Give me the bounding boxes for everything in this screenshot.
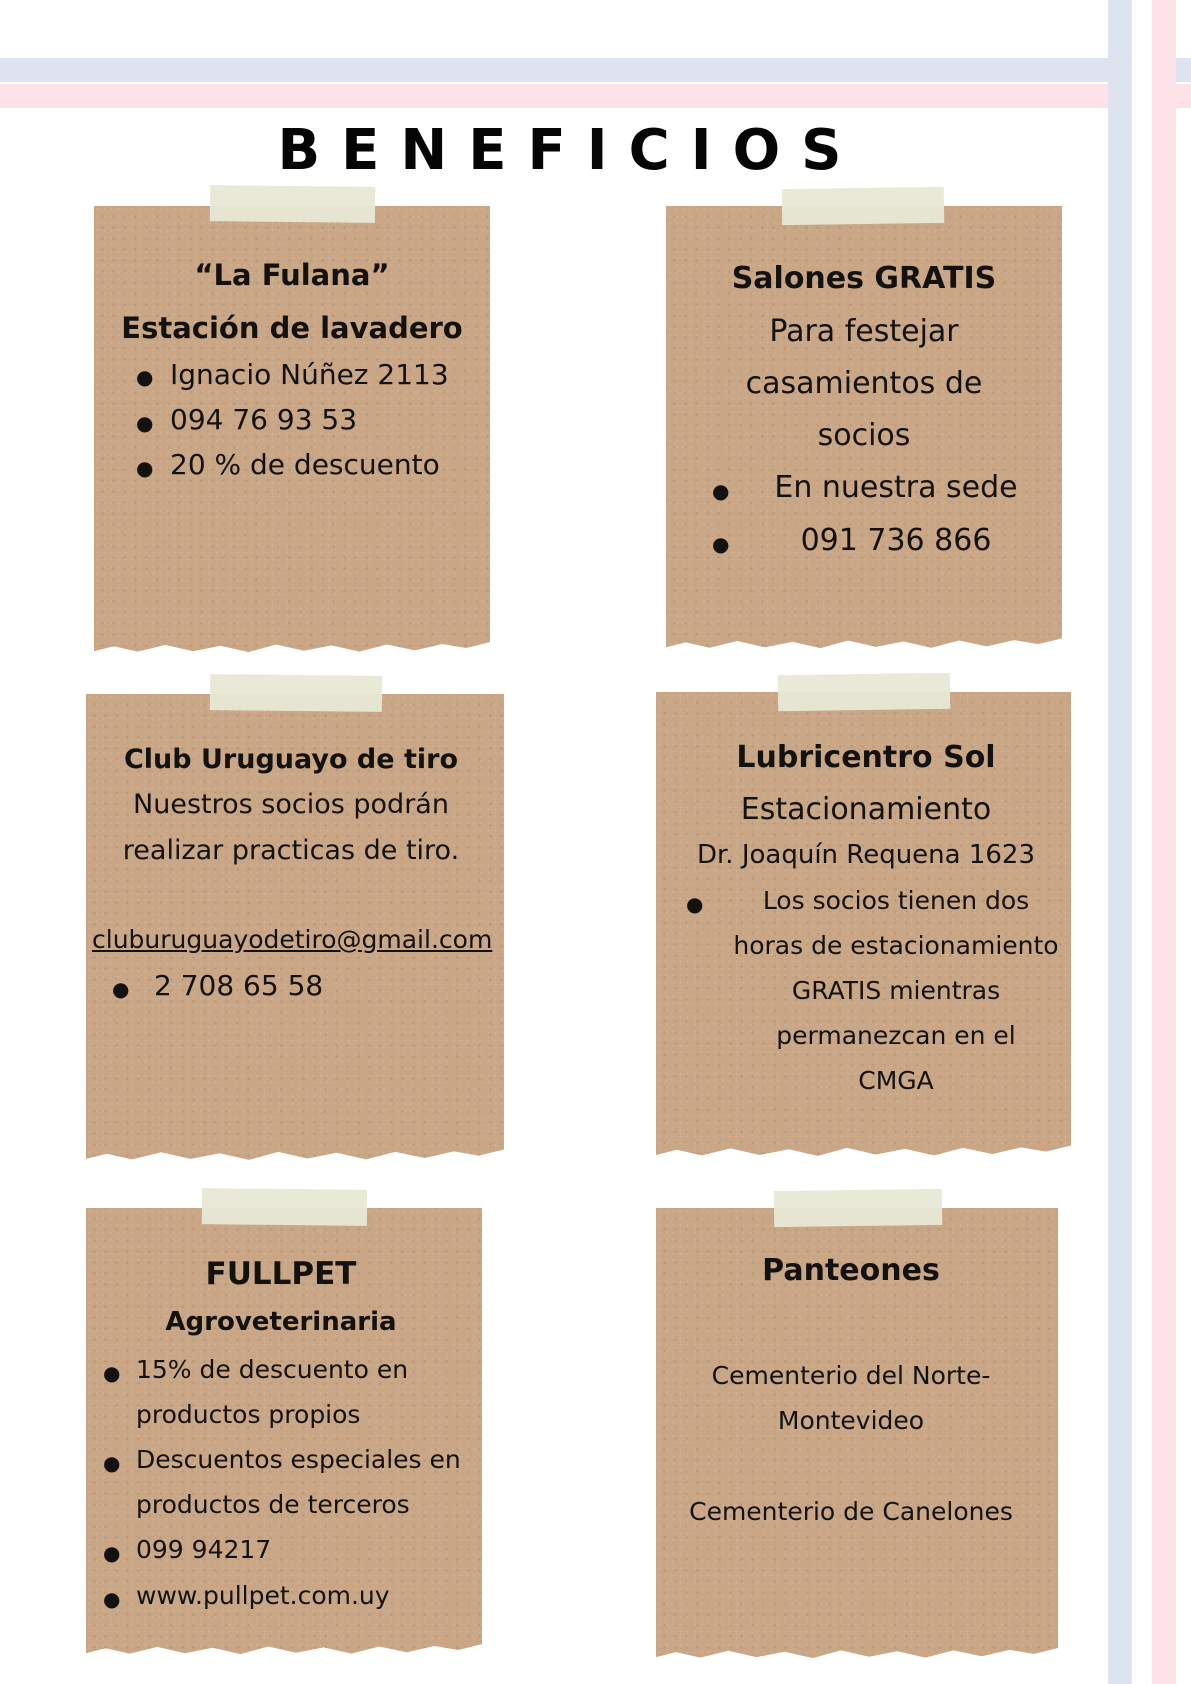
card-heading: Salones GRATIS: [731, 261, 997, 296]
card-line: Dr. Joaquín Requena 1623: [696, 840, 1036, 870]
decorative-stripe-pink-vertical: [1152, 0, 1176, 1684]
card-item-line: permanezcan en el: [776, 1021, 1016, 1050]
tape-strip: [210, 674, 382, 712]
card-item-line: CMGA: [858, 1066, 934, 1095]
email-link[interactable]: cluburuguayodetiro@gmail.com: [92, 925, 493, 954]
card-item: 20 % de descuento: [170, 448, 440, 481]
card-heading: “La Fulana”: [194, 258, 390, 292]
card-item: 099 94217: [136, 1535, 272, 1564]
card-heading: FULLPET: [205, 1256, 357, 1292]
card-item: Ignacio Núñez 2113: [170, 358, 449, 391]
tape-strip: [782, 187, 944, 225]
decorative-stripe-blue-vertical: [1108, 0, 1132, 1684]
card-item: 2 708 65 58: [154, 969, 324, 1002]
bullet-icon: ●: [112, 977, 130, 1001]
bullet-icon: ●: [136, 456, 154, 480]
bullet-icon: ●: [103, 1451, 121, 1475]
tape-strip: [774, 1189, 942, 1227]
card-heading: Club Uruguayo de tiro: [123, 744, 459, 775]
tape-strip: [202, 1188, 367, 1226]
card-subheading: Estación de lavadero: [121, 311, 463, 345]
bullet-icon: ●: [136, 411, 154, 435]
bullet-icon: ●: [103, 1541, 121, 1565]
card-line: socios: [817, 418, 911, 453]
bullet-icon: ●: [686, 892, 704, 916]
card-item: 091 736 866: [800, 523, 992, 558]
card-item: productos de terceros: [136, 1490, 410, 1519]
card-line: Estacionamiento: [740, 792, 992, 827]
bullet-icon: ●: [712, 479, 730, 503]
card-item: 094 76 93 53: [170, 403, 358, 436]
page-title: BENEFICIOS: [277, 118, 863, 183]
card-line: casamientos de: [745, 366, 983, 401]
card-line: Cementerio de Canelones: [689, 1497, 1013, 1526]
card-item-line: Los socios tienen dos: [762, 886, 1030, 915]
card-line: Nuestros socios podrán: [133, 789, 449, 820]
card-line: realizar practicas de tiro.: [122, 835, 460, 866]
bullet-icon: ●: [712, 532, 730, 556]
decorative-stripe-pink-horizontal: [0, 84, 1191, 108]
card-heading: Lubricentro Sol: [736, 740, 996, 775]
bullet-icon: ●: [103, 1587, 121, 1611]
card-item: 15% de descuento en: [136, 1355, 409, 1384]
tape-strip: [778, 673, 950, 711]
card-item-line: GRATIS mientras: [791, 976, 1001, 1005]
card-line: Cementerio del Norte-: [711, 1361, 991, 1390]
card-heading: Panteones: [762, 1253, 940, 1288]
website-link[interactable]: www.pullpet.com.uy: [136, 1581, 390, 1610]
decorative-stripe-gap: [1132, 0, 1152, 1684]
card-subheading: Agroveterinaria: [165, 1307, 397, 1337]
card-item: Descuentos especiales en: [136, 1445, 461, 1474]
card-item: productos propios: [136, 1400, 361, 1429]
tape-strip: [210, 185, 375, 223]
bullet-icon: ●: [136, 365, 154, 389]
card-item-line: horas de estacionamiento: [733, 931, 1059, 960]
card-item: En nuestra sede: [774, 470, 1018, 505]
bullet-icon: ●: [103, 1361, 121, 1385]
card-line: Para festejar: [769, 314, 959, 349]
card-line: Montevideo: [777, 1406, 925, 1435]
decorative-stripe-blue-horizontal: [0, 58, 1191, 82]
